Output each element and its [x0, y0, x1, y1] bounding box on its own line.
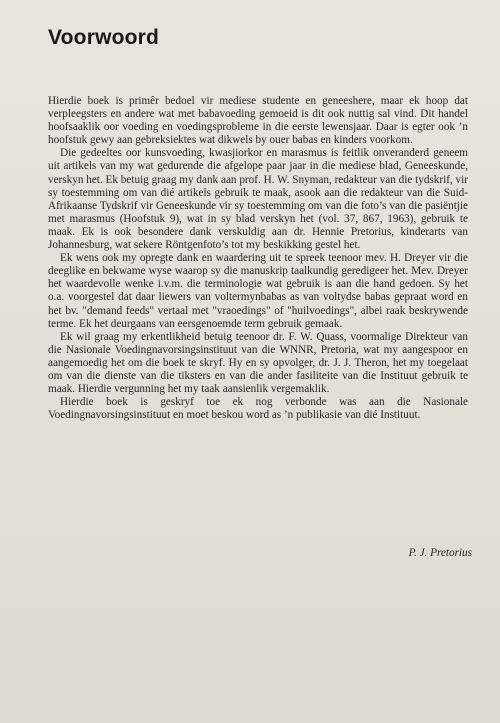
page-title: Voorwoord	[48, 26, 160, 49]
paragraph-2: Die gedeeltes oor kunsvoeding, kwasjiorkor en marasmus is feitlik onveranderd geneem uit artikels van my wat gedurende die afgelope paar jaar in die mediese blad, Geneeskunde, verskyn het. Ek betuig graag my dank aan prof. H. W. Snyman, redakteur van die tydskrif, vir sy toestemming om van dié artikels gebruik te maak, asook aan die redakteur van die Suid-Afrikaanse Tydskrif vir Geneeskunde vir sy toestemming om van die foto’s van die pasiëntjie met marasmus (Hoofstuk 9), wat in sy blad verskyn het (vol. 37, 867, 1963), gebruik te maak. Ek is ook besondere dank verskuldig aan dr. Hennie Pretorius, kinderarts van Johannesburg, wat sekere Röntgenfoto’s tot my beskikking gestel het.	[48, 147, 468, 252]
paragraph-4: Ek wil graag my erkentlikheid betuig teenoor dr. F. W. Quass, voormalige Direkteur van die Nasionale Voedingnavorsingsinstituut van die WNNR, Pretoria, wat my aangespoor en aangemoedig het om die boek te skryf. Hy en sy opvolger, dr. J. J. Theron, het my toegelaat om van die dienste van die tiksters en van die ander fasiliteite van die Instituut gebruik te maak. Hierdie vergunning het my taak aansienlik vergemaklik.	[48, 330, 468, 396]
author-signature: P. J. Pretorius	[408, 547, 472, 559]
paragraph-5: Hierdie boek is geskryf toe ek nog verbonde was aan die Nasionale Voedingnavorsingsinstituut en moet beskou word as ’n publikasie van dié Instituut.	[48, 396, 468, 422]
paragraph-1: Hierdie boek is primêr bedoel vir mediese studente en geneeshere, maar ek hoop dat verpleegsters en andere wat met babavoeding gemoeid is dit ook nuttig sal vind. Dit handel hoofsaaklik oor voeding en voedingsprobleme in die eerste lewensjaar. Daar is egter ook ’n hoofstuk gewy aan gebreksiektes wat dikwels by ouer babas en kinders voorkom.	[48, 95, 468, 147]
paragraph-3: Ek wens ook my opregte dank en waardering uit te spreek teenoor mev. H. Dreyer vir die deeglike en bekwame wyse waarop sy die manuskrip taalkundig geredigeer het. Mev. Dreyer het waardevolle wenke i.v.m. die terminologie wat gebruik is aan die hand gedoen. Sy het o.a. voorgestel dat daar liewers van voltermynbabas as van voltydse babas gepraat word en het bv. "demand feeds" vertaal met "vraoedings" of "huilvoedings", albei raak beskrywende terme. Ek het deurgaans van eersgenoemde term gebruik gemaak.	[48, 252, 468, 330]
preface-body	[48, 95, 468, 422]
